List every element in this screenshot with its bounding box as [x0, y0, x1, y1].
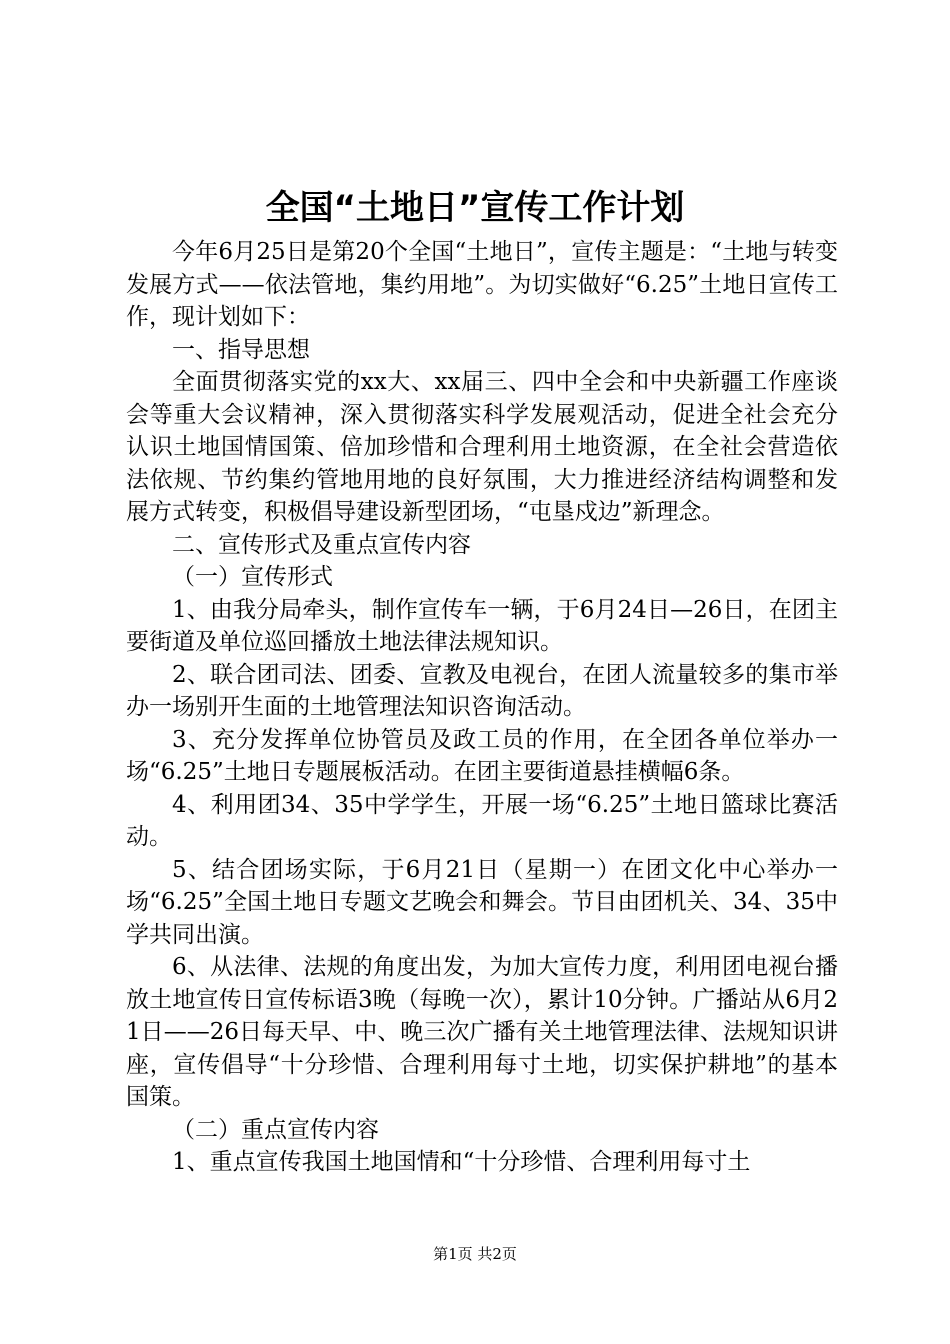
- subsection-heading-key-content: （二）重点宣传内容: [172, 1116, 379, 1143]
- page-footer: 第1页 共2页: [433, 1245, 517, 1263]
- list-item-3: 3、充分发挥单位协管员及政工员的作用，在全团各单位举办一场“6.25”土地日专题展板活动。在团主要街道悬挂横幅6条。: [126, 726, 838, 785]
- intro-paragraph: 今年6月25日是第20个全国“土地日”，宣传主题是：“土地与转变发展方式——依法管地，集约用地”。为切实做好“6.25”土地日宣传工作，现计划如下：: [126, 239, 838, 330]
- guiding-thought-paragraph: 全面贯彻落实党的xx大、xx届三、四中全会和中央新疆工作座谈会等重大会议精神，深入贯彻落实科学发展观活动，促进全社会充分认识土地国情国策、倍加珍惜和合理利用土地资源，在全社会营造依法依规、节约集约管地用地的良好氛围，大力推进经济结构调整和发展方式转变，积极倡导建设新型团场，“屯垦戍边”新理念。: [126, 369, 838, 525]
- document-body: [126, 236, 838, 1179]
- document-title: 全国“土地日”宣传工作计划: [265, 188, 685, 228]
- list-item-5: 5、结合团场实际，于6月21日（星期一）在团文化中心举办一场“6.25”全国土地日专题文艺晚会和舞会。节目由团机关、34、35中学共同出演。: [126, 856, 838, 948]
- list-item-6: 6、从法律、法规的角度出发，为加大宣传力度，利用团电视台播放土地宣传日宣传标语3晚（每晚一次），累计10分钟。广播站从6月21日——26日每天早、中、晚三次广播有关土地管理法律、法规知识讲座，宣传倡导“十分珍惜、合理利用每寸土地，切实保护耕地”的基本国策。: [126, 954, 838, 1110]
- list-item-1: 1、由我分局牵头，制作宣传车一辆，于6月24日—26日，在团主要街道及单位巡回播放土地法律法规知识。: [126, 596, 838, 655]
- section-heading-forms-and-content: 二、宣传形式及重点宣传内容: [172, 531, 471, 558]
- list-item-4: 4、利用团34、35中学学生，开展一场“6.25”土地日篮球比赛活动。: [126, 791, 838, 850]
- section-heading-guiding-thought: 一、指导思想: [172, 336, 310, 363]
- list-item-2: 2、联合团司法、团委、宣教及电视台，在团人流量较多的集市举办一场别开生面的土地管理法知识咨询活动。: [126, 661, 838, 720]
- key-content-item-1: 1、重点宣传我国土地国情和“十分珍惜、合理利用每寸土: [172, 1149, 751, 1175]
- subsection-heading-forms: （一）宣传形式: [172, 564, 333, 590]
